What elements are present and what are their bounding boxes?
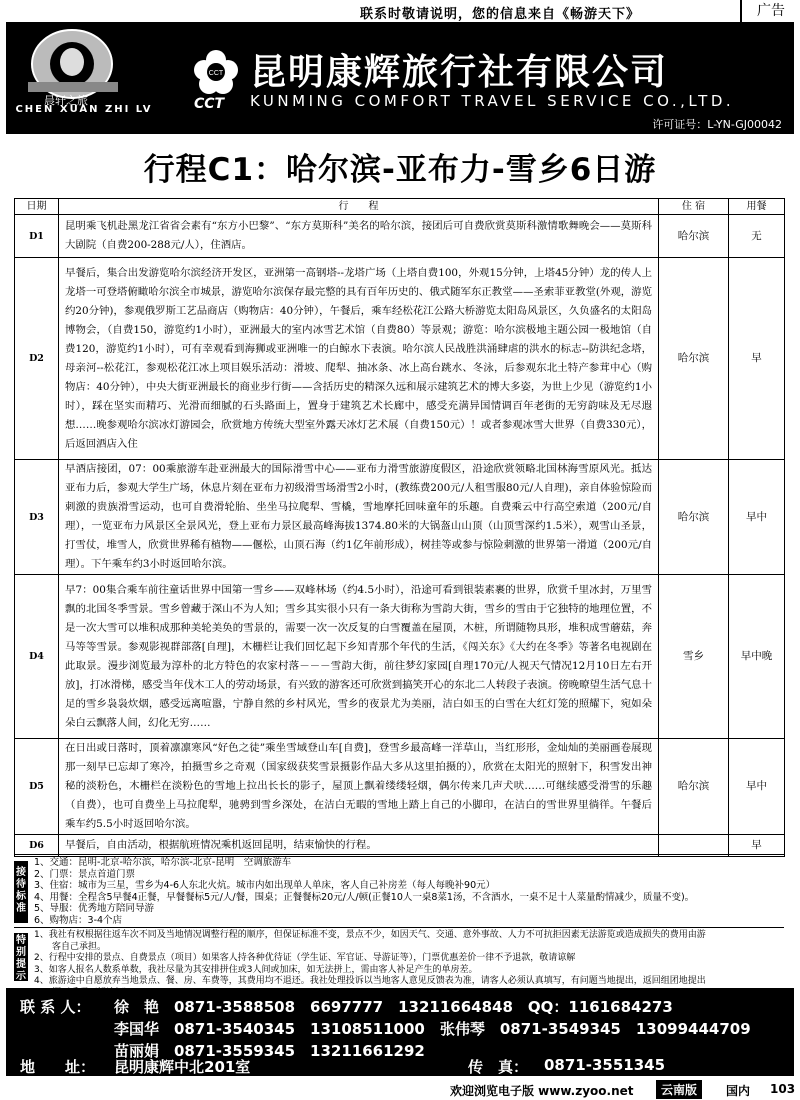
top-strip — [0, 0, 800, 22]
table-row — [15, 575, 785, 739]
chenxuan-logo — [14, 26, 154, 130]
stay-location: 哈尔滨 — [659, 215, 729, 258]
logo-cn: 晨轩之旅 — [44, 94, 88, 107]
fax-label: 传 真： — [468, 1058, 529, 1076]
license-number: 许可证号：L-YN-GJ00042 — [652, 118, 782, 131]
stay-location: 哈尔滨 — [659, 258, 729, 460]
day-label: D5 — [15, 739, 59, 835]
meal-plan: 早中 — [729, 739, 785, 835]
day-label: D3 — [15, 460, 59, 575]
contact-line: 李国华 0871-3540345 13108511000 张伟琴 0871-3549345 13099444709 — [114, 1020, 751, 1038]
stay-location: 雪乡 — [659, 575, 729, 739]
contact-line: 徐 艳 0871-3588508 6697777 13211664848 QQ：1161684273 — [114, 998, 673, 1016]
standards-item: 6、购物店：3-4个店 — [34, 914, 123, 926]
browse-link[interactable]: 欢迎浏览电子版 www.zyoo.net — [450, 1084, 634, 1098]
contact-line: 苗丽娟 0871-3559345 13211661292 — [114, 1042, 425, 1060]
table-row — [15, 739, 785, 835]
edition-badge: 云南版 — [656, 1080, 702, 1099]
day-description: 早7：00集合乘车前往童话世界中国第一雪乡——双峰林场（约4.5小时），沿途可看到银装素裹的世界，欣赏千里冰封，万里雪飘的北国冬季雪景。雪乡曾藏于深山不为人知；雪乡其实很小只有一条大街称为雪韵大街，雪乡的雪由于它独特的地理位置，不是一次大雪可以堆积成那种美轮美奂的雪景的，需要一次一次反复的白雪覆盖在屋顶，木桩，所谓随物具形，堆积成雪蘑菇，奔马等等雪景。参观影视群部落[自理]，木栅栏让我们回忆起下乡知青那个年代的生活，《闯关东》《大约在冬季》等著名电视剧在此取景。漫步浏览最为淳朴的北方特色的农家村落－－－雪韵大街，前往梦幻家园[自理170元/人视天气情况12月10日左右开放]，打冰滑梯，感受当年伐木工人的劳动场景，有兴致的游客还可欣赏到搞笑开心的东北二人转段子表演。傍晚暸望生活气息十足的雪乡袅袅炊烟，感受远离喧嚣，宁静自然的乡村风光，雪乡的夜景尤为美丽，洁白如玉的白雪在大红灯笼的照耀下，宛如朵朵白云飘落人间，幻化无穷…… — [59, 575, 659, 739]
col-header-itinerary: 行 程 — [59, 199, 659, 215]
ad-label: 广告 — [740, 0, 800, 22]
cct-badge-text: CCT — [208, 70, 224, 77]
table-row — [15, 215, 785, 258]
address-label: 地 址： — [20, 1058, 96, 1076]
stay-location: 哈尔滨 — [659, 739, 729, 835]
tips-item: 3、如客人报名人数系单数，我社尽量为其安排拼住或3人间或加床，如无法拼上，需由客人补足产生的单房差。 — [34, 964, 478, 975]
meal-plan: 无 — [729, 215, 785, 258]
standards-item: 1、交通：昆明-北京-哈尔滨，哈尔滨-北京-昆明 空调旅游车 — [34, 857, 292, 868]
standards-label: 接待标准 — [14, 861, 28, 923]
meal-plan: 早中晚 — [729, 575, 785, 739]
standards-item: 5、导服：优秀地方陪同导游 — [34, 903, 155, 914]
day-label: D4 — [15, 575, 59, 739]
day-description: 早餐后，自由活动，根据航班情况乘机返回昆明，结束愉快的行程。 — [59, 835, 659, 857]
day-description: 在日出或日落时，顶着凛凛寒风“好色之徒”乘坐雪域登山车[自费]，登雪乡最高峰一洋草山，当红形形，金灿灿的美丽画卷展现那一刻早已忘却了寒冷，拍摄雪乡之奇观（国家级获奖雪景摄影作品大多从这里拍摄的），欣赏在太阳光的照射下，积雪发出神秘的淡粉色，木栅栏在淡粉色的雪地上拉出长长的影子，屋顶上飘着缕缕轻烟，偶尔传来几声犬吠……可继续感受滑雪的乐趣（自费），也可自费坐上马拉爬犁，驰骋到雪乡深处，在洁白无暇的雪地上踏上自己的小脚印，在洁白的雪世界里徜徉。午餐后乘车约5.5小时返回哈尔滨。 — [59, 739, 659, 835]
day-label: D6 — [15, 835, 59, 857]
meal-plan: 早中 — [729, 460, 785, 575]
meal-plan: 早 — [729, 835, 785, 857]
tips-item: 客自己承担。 — [34, 941, 107, 952]
itinerary-title: 行程C1：哈尔滨-亚布力-雪乡6日游 — [143, 152, 657, 188]
day-description: 昆明乘飞机赴黑龙江省省会素有“东方小巴黎”、“东方莫斯科”美名的哈尔滨，接团后可自费欣赏莫斯科激情歌舞晚会——莫斯科大剧院（自费200-288元/人），住酒店。 — [59, 215, 659, 258]
day-label: D1 — [15, 215, 59, 258]
stay-location: 哈尔滨 — [659, 460, 729, 575]
fax-value: 0871-3551345 — [544, 1056, 666, 1074]
page-number: 103 — [770, 1082, 796, 1096]
logo-en: CHEN XUAN ZHI LV — [15, 104, 153, 115]
day-description: 早餐后，集合出发游览哈尔滨经济开发区，亚洲第一高钢塔--龙塔广场（上塔自费100，外观15分钟，上塔45分钟）龙的传人上龙塔一可登塔俯瞰哈尔滨全市城景，游览哈尔滨保存最完整的具有百年历史的、俄式随军东正教堂——圣索菲亚教堂(外观，游览约20分钟)，参观俄罗斯工艺品商店（购物店：40分钟），午餐后，乘车经松花江公路大桥游览太阳岛风景区，久负盛名的太阳岛博物会，（自费150，游览约1小时），亚洲最大的室内冰雪艺术馆（自费80）等景观；游览：哈尔滨极地主题公园一极地馆（自费120，游览约1小时），可有幸观看到海狮或亚洲唯一的白鲸水下表演。哈尔滨人民战胜洪涌肆虐的洪水的标志--防洪纪念塔，母亲河--松花江，参观松花江冰上项目娱乐活动：滑坡、爬犁、抽冰条、冰上高台跳水、冬泳，后参观东北土特产参茸中心（购物店：40分钟），中央大街亚洲最长的商业步行街——含括历史的精深久远和展示建筑艺术的博大多姿，为世上少见（游览约1小时），踩在坚实而精巧、光滑而细腻的石头路面上，置身于建筑艺术长廊中，感受充满异国情调百年老街的无穷韵味及无尽遐想……晚参观哈尔滨冰灯游园会，欣赏地方传统大型室外露天冰灯艺术展（自费150元）！或者参观冰雪大世界（自费330元），后返回酒店入住 — [59, 258, 659, 460]
table-row — [15, 460, 785, 575]
contact-label: 联 系 人： — [20, 998, 91, 1016]
col-header-meal: 用餐 — [729, 199, 785, 215]
notes-divider — [14, 927, 784, 928]
company-header — [6, 22, 794, 134]
cct-flower-icon — [194, 50, 238, 94]
table-header-row — [15, 199, 785, 215]
notes-section — [14, 854, 784, 986]
company-name-en: KUNMING COMFORT TRAVEL SERVICE CO.,LTD. — [250, 92, 735, 110]
page-footer — [0, 1079, 800, 1100]
tips-label: 特别提示 — [16, 935, 26, 982]
meal-plan: 早 — [729, 258, 785, 460]
standards-item: 4、用餐：全程含5早餐4正餐，早餐餐标5元/人/餐，围桌；正餐餐标20元/人/顿(正餐10人一桌8菜1汤，不含酒水，一桌不足十人菜量酌情减少，质量不变)。 — [34, 891, 695, 903]
company-name-cn: 昆明康辉旅行社有限公司 — [250, 52, 669, 93]
itinerary-table — [14, 198, 785, 857]
tips-item: 1、我社有权根据往返车次不同及当地情况调整行程的顺序，但保证标准不变，景点不少，如因天气、交通、意外事故、人力不可抗拒因素无法游览或造成损失的费用由游 — [34, 930, 706, 940]
table-row — [15, 258, 785, 460]
tips-item: 4、旅游途中自愿放弃当地景点、餐、房、车费等，其费用均不退还。我社处理投诉以当地客人意见反馈表为准，请客人必须认真填写，有问题当地提出，返回组团地提出 — [34, 976, 706, 986]
contact-panel — [6, 988, 794, 1076]
day-label: D2 — [15, 258, 59, 460]
address-value: 昆明康辉中北201室 — [114, 1058, 251, 1076]
col-header-date: 日期 — [15, 199, 59, 215]
standards-list — [34, 857, 694, 926]
tips-item: 2、行程中安排的景点、自费景点（项目）如果客人持各种优待证（学生证、军官证、导游证等），门票优惠差价一律不予退款，敬请谅解 — [34, 953, 576, 963]
source-slogan: 联系时敬请说明，您的信息来自《畅游天下》 — [360, 7, 641, 22]
col-header-stay: 住 宿 — [659, 199, 729, 215]
standards-item: 3、住宿：城市为三星，雪乡为4-6人东北火炕。城市内如出现单人单床，客人自己补房差（每人每晚补90元） — [34, 880, 496, 891]
day-description: 早酒店接团，07：00乘旅游车赴亚洲最大的国际滑雪中心——亚布力滑雪旅游度假区，沿途欣赏领略北国林海雪原风光。抵达亚布力后，参观大学生广场，休息片刻在亚布力初级滑雪场滑雪2小时，(教练费200元/人租雪服80元/人自理)，亲自体验惊险而刺激的贵族滑雪运动，也可自费滑轮胎、坐坐马拉爬犁、雪橇，雪地摩托回味童年的乐趣。自费乘云中行高空索道（200元/自理），一览亚布力风景区全景风光，登上亚布力景区最高峰海拔1374.80米的大锅盔山山顶（山顶雪深约1.5米），观雪山圣景，打雪仗，堆雪人，欣赏世界稀有植物——偃松，山顶石海（约1亿年前形成），树挂等或参与惊险刺激的世界第一滑道（200元/自理）。下午乘车约3小时返回哈尔滨。 — [59, 460, 659, 575]
section-label: 国内 — [726, 1084, 751, 1098]
cct-label: CCT — [194, 96, 225, 112]
standards-item: 2、门票：景点首道门票 — [34, 868, 136, 880]
